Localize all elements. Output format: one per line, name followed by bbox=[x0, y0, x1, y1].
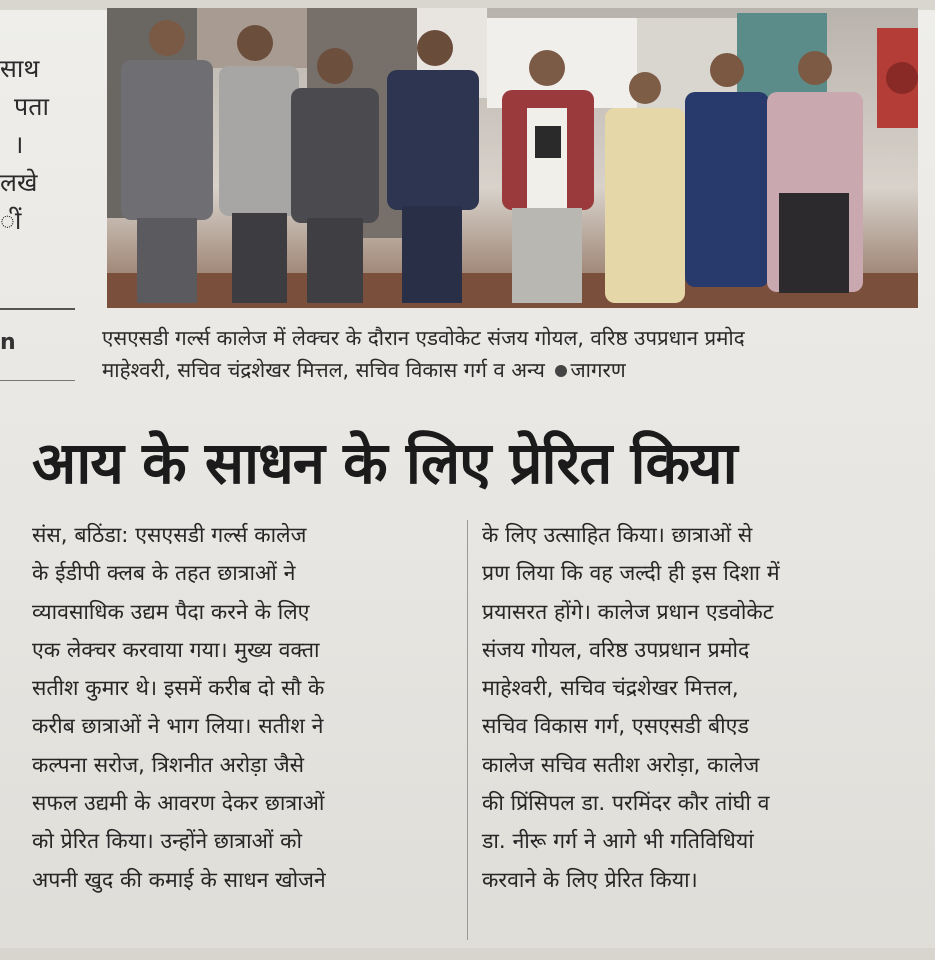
headline: आय के साधन के लिए प्रेरित किया bbox=[32, 429, 737, 497]
article-line: सचिव विकास गर्ग, एसएसडी बीएड bbox=[482, 714, 749, 740]
column-divider bbox=[467, 520, 468, 940]
fragment-marker: n bbox=[0, 330, 16, 355]
article-line: सतीश कुमार थे। इसमें करीब दो सौ के bbox=[32, 676, 325, 702]
group-photo bbox=[107, 8, 918, 308]
article-line: करवाने के लिए प्रेरित किया। bbox=[482, 867, 698, 893]
column-divider bbox=[0, 308, 75, 310]
bullet-icon bbox=[555, 365, 567, 377]
fragment-line: ीं bbox=[0, 206, 22, 235]
group-photo-icon bbox=[107, 8, 918, 308]
fragment-line: । bbox=[14, 130, 24, 159]
article-column-1 bbox=[32, 517, 462, 900]
article-line: करीब छात्राओं ने भाग लिया। सतीश ने bbox=[32, 714, 324, 740]
article-line: के ईडीपी क्लब के तहत छात्राओं ने bbox=[32, 561, 296, 587]
fragment-line: पता bbox=[14, 92, 49, 121]
article-line: की प्रिंसिपल डा. परमिंदर कौर तांघी व bbox=[482, 791, 770, 817]
article-column-2 bbox=[482, 517, 912, 900]
article-line: व्यावसाधिक उद्यम पैदा करने के लिए bbox=[32, 599, 310, 625]
article-line: एक लेक्चर करवाया गया। मुख्य वक्ता bbox=[32, 637, 320, 663]
photo-credit: जागरण bbox=[570, 358, 626, 382]
caption-line-2-text: माहेश्वरी, सचिव चंद्रशेखर मित्तल, सचिव विकास गर्ग व अन्य bbox=[102, 358, 545, 382]
adjacent-article-fragment bbox=[0, 50, 70, 240]
caption-line-2 bbox=[102, 354, 922, 386]
photo-caption bbox=[102, 322, 922, 386]
article-line: कालेज सचिव सतीश अरोड़ा, कालेज bbox=[482, 752, 760, 778]
article-line: प्रयासरत होंगे। कालेज प्रधान एडवोकेट bbox=[482, 599, 774, 625]
article-line: माहेश्वरी, सचिव चंद्रशेखर मित्तल, bbox=[482, 676, 739, 702]
bottom-edge bbox=[0, 948, 935, 960]
article-line: कल्पना सरोज, त्रिशनीत अरोड़ा जैसे bbox=[32, 752, 305, 778]
article-line: प्रण लिया कि वह जल्दी ही इस दिशा में bbox=[482, 561, 780, 587]
article-line: सफल उद्यमी के आवरण देकर छात्राओं bbox=[32, 791, 325, 817]
article-line: को प्रेरित किया। उन्होंने छात्राओं को bbox=[32, 829, 303, 855]
article-line: संजय गोयल, वरिष्ठ उपप्रधान प्रमोद bbox=[482, 637, 750, 663]
article-line: डा. नीरू गर्ग ने आगे भी गतिविधियां bbox=[482, 829, 754, 855]
article-line: संस, बठिंडा: एसएसडी गर्ल्स कालेज bbox=[32, 523, 307, 548]
fragment-line: लखे bbox=[0, 168, 38, 197]
column-divider bbox=[0, 380, 75, 381]
fragment-line: साथ bbox=[0, 54, 40, 83]
article-line: अपनी खुद की कमाई के साधन खोजने bbox=[32, 867, 326, 893]
article-line: के लिए उत्साहित किया। छात्राओं से bbox=[482, 523, 753, 548]
caption-line-1: एसएसडी गर्ल्स कालेज में लेक्चर के दौरान एडवोकेट संजय गोयल, वरिष्ठ उपप्रधान प्रमोद bbox=[102, 326, 745, 350]
